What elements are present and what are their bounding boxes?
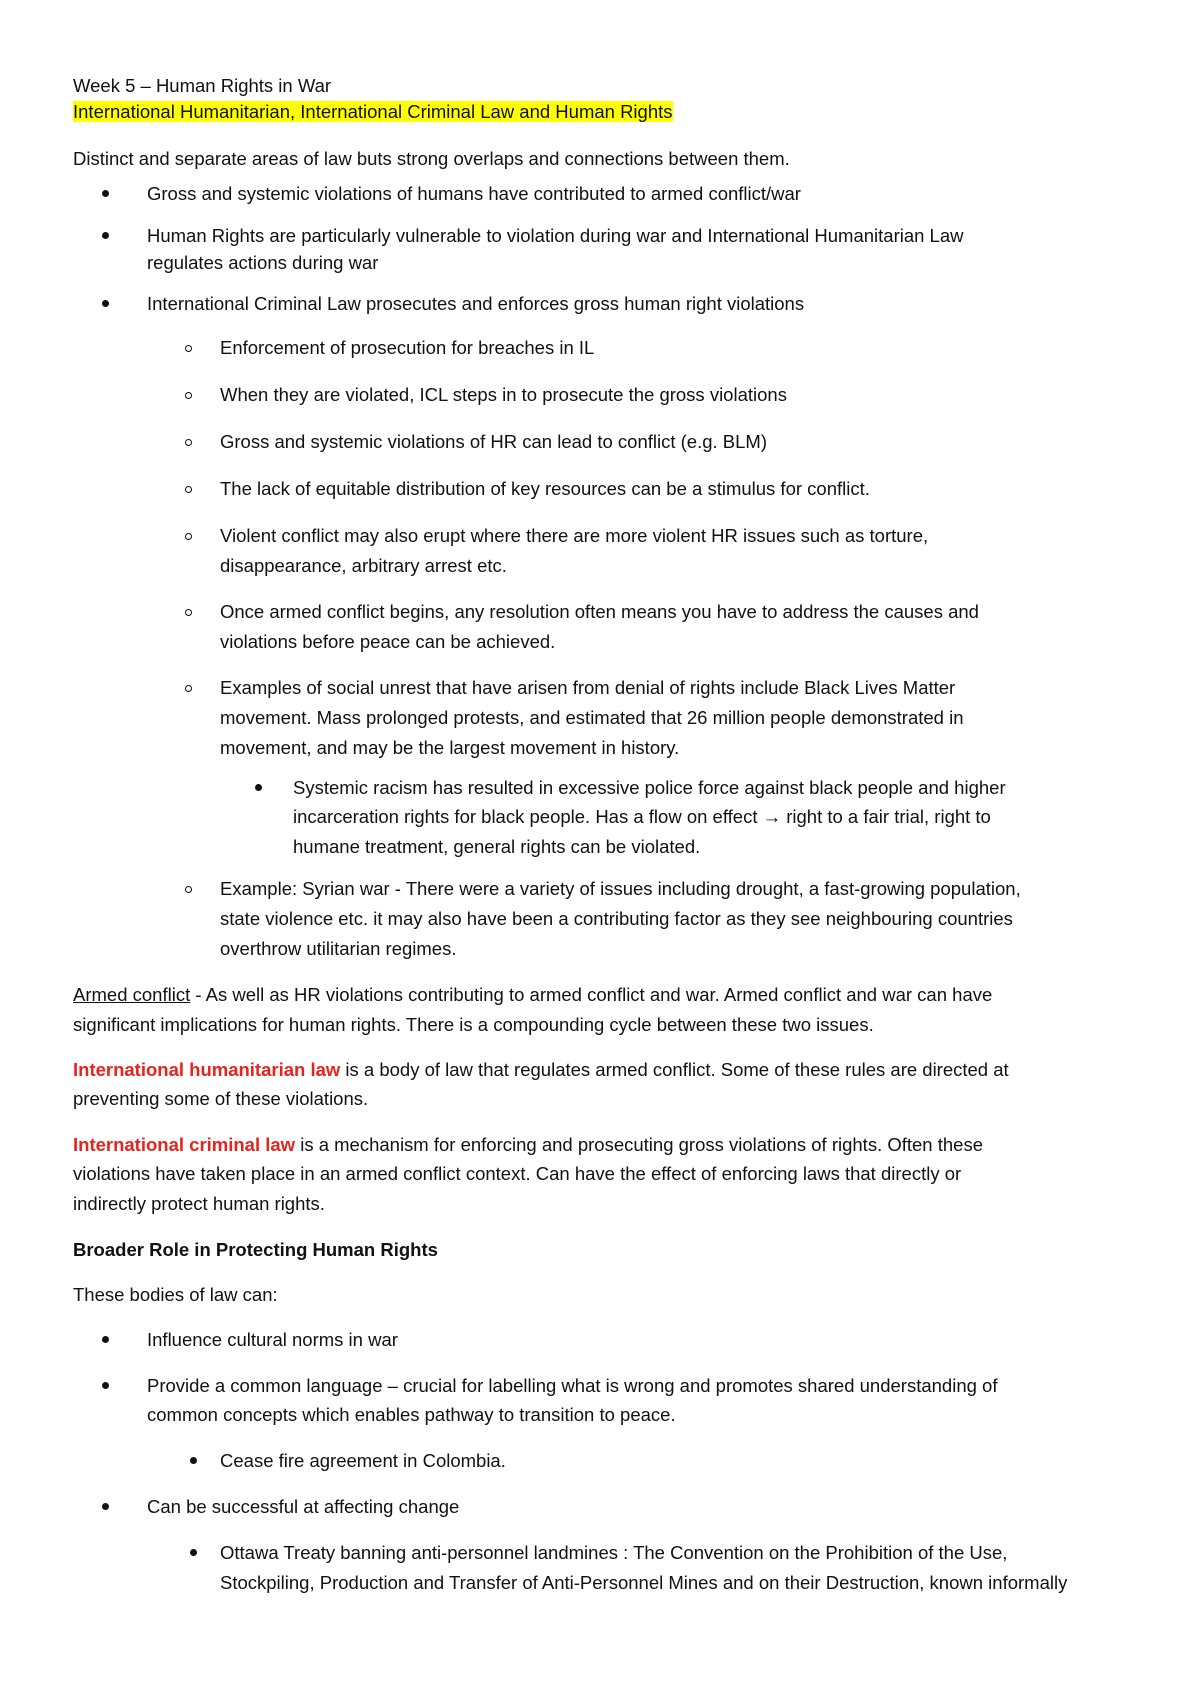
intro-text: Distinct and separate areas of law buts strong overlaps and connections between them.: [73, 148, 790, 169]
role-sub-item: Cease fire agreement in Colombia.: [220, 1450, 506, 1471]
subsub-bullet-dot-icon: [190, 1549, 197, 1556]
sub-bullet-circle-icon: [185, 486, 192, 493]
doc-subtitle: [73, 101, 673, 123]
bullet-dot-icon: [102, 190, 109, 197]
icl-paragraph: International criminal law is a mechanism for enforcing and prosecuting gross violations of rights. Often these: [73, 1134, 983, 1155]
bullet-item: Human Rights are particularly vulnerable to violation during war and International Humanitarian Law: [147, 225, 964, 246]
sub-bullet-circle-icon: [185, 685, 192, 692]
subsub-item-cont: humane treatment, general rights can be violated.: [293, 836, 701, 857]
subsub-item: Systemic racism has resulted in excessive police force against black people and higher: [293, 777, 1006, 798]
sub-item-cont: disappearance, arbitrary arrest etc.: [220, 555, 507, 576]
bullet-dot-icon: [102, 1336, 109, 1343]
sub-bullet-circle-icon: [185, 439, 192, 446]
highlighted-subtitle: International Humanitarian, International Criminal Law and Human Rights: [73, 101, 673, 122]
role-item-cont: common concepts which enables pathway to transition to peace.: [147, 1404, 676, 1425]
icl-term: International criminal law: [73, 1134, 296, 1155]
sub-item: Once armed conflict begins, any resolution often means you have to address the causes and: [220, 601, 979, 622]
sub-item-cont: movement. Mass prolonged protests, and estimated that 26 million people demonstrated in: [220, 707, 964, 728]
armed-conflict-paragraph-cont: significant implications for human rights. There is a compounding cycle between these two issues.: [73, 1014, 874, 1035]
sub-bullet-circle-icon: [185, 392, 192, 399]
ihl-paragraph-cont: preventing some of these violations.: [73, 1088, 369, 1109]
sub-item-cont: violations before peace can be achieved.: [220, 631, 556, 652]
role-item: Provide a common language – crucial for labelling what is wrong and promotes shared understanding of: [147, 1375, 998, 1396]
role-item: Influence cultural norms in war: [147, 1329, 398, 1350]
bullet-item-cont: regulates actions during war: [147, 252, 379, 273]
bullet-dot-icon: [102, 1382, 109, 1389]
ihl-paragraph: International humanitarian law is a body of law that regulates armed conflict. Some of these rules are directed at: [73, 1059, 1009, 1080]
sub-item: Gross and systemic violations of HR can lead to conflict (e.g. BLM): [220, 431, 767, 452]
sub-item: Examples of social unrest that have arisen from denial of rights include Black Lives Matter: [220, 677, 956, 698]
sub-bullet-circle-icon: [185, 609, 192, 616]
sub-bullet-circle-icon: [185, 345, 192, 352]
subsub-item-cont: incarceration rights for black people. Has a flow on effect → right to a fair trial, right to: [293, 806, 991, 827]
sub-item-cont: state violence etc. it may also have been a contributing factor as they see neighbouring countries: [220, 908, 1013, 929]
sub-item: Enforcement of prosecution for breaches in IL: [220, 337, 595, 358]
role-item: Can be successful at affecting change: [147, 1496, 460, 1517]
sub-item: Example: Syrian war - There were a variety of issues including drought, a fast-growing population,: [220, 878, 1021, 899]
armed-conflict-paragraph: Armed conflict - As well as HR violations contributing to armed conflict and war. Armed conflict and war can have: [73, 984, 993, 1005]
sub-bullet-circle-icon: [185, 886, 192, 893]
sub-bullet-circle-icon: [185, 533, 192, 540]
subsub-bullet-dot-icon: [255, 784, 262, 791]
sub-item-cont: movement, and may be the largest movement in history.: [220, 737, 680, 758]
ihl-term: International humanitarian law: [73, 1059, 341, 1080]
role-sub-item-cont: Stockpiling, Production and Transfer of Anti-Personnel Mines and on their Destruction, known informally: [220, 1572, 1068, 1593]
bullet-item: Gross and systemic violations of humans have contributed to armed conflict/war: [147, 183, 801, 204]
section-heading: Broader Role in Protecting Human Rights: [73, 1239, 438, 1260]
sub-item: The lack of equitable distribution of key resources can be a stimulus for conflict.: [220, 478, 870, 499]
sub-item: Violent conflict may also erupt where there are more violent HR issues such as torture,: [220, 525, 929, 546]
bullet-dot-icon: [102, 300, 109, 307]
bullet-item: International Criminal Law prosecutes and enforces gross human right violations: [147, 293, 805, 314]
bullet-dot-icon: [102, 1503, 109, 1510]
role-sub-item: Ottawa Treaty banning anti-personnel landmines : The Convention on the Prohibition of the Use,: [220, 1542, 1008, 1563]
doc-title: Week 5 – Human Rights in War: [73, 75, 332, 96]
armed-conflict-term: Armed conflict: [73, 984, 191, 1005]
subsub-bullet-dot-icon: [190, 1457, 197, 1464]
these-bodies-text: These bodies of law can:: [73, 1284, 278, 1305]
icl-paragraph-cont: violations have taken place in an armed conflict context. Can have the effect of enforcing laws that directly or: [73, 1163, 962, 1184]
icl-paragraph-cont: indirectly protect human rights.: [73, 1193, 325, 1214]
sub-item: When they are violated, ICL steps in to prosecute the gross violations: [220, 384, 787, 405]
sub-item-cont: overthrow utilitarian regimes.: [220, 938, 457, 959]
bullet-dot-icon: [102, 232, 109, 239]
